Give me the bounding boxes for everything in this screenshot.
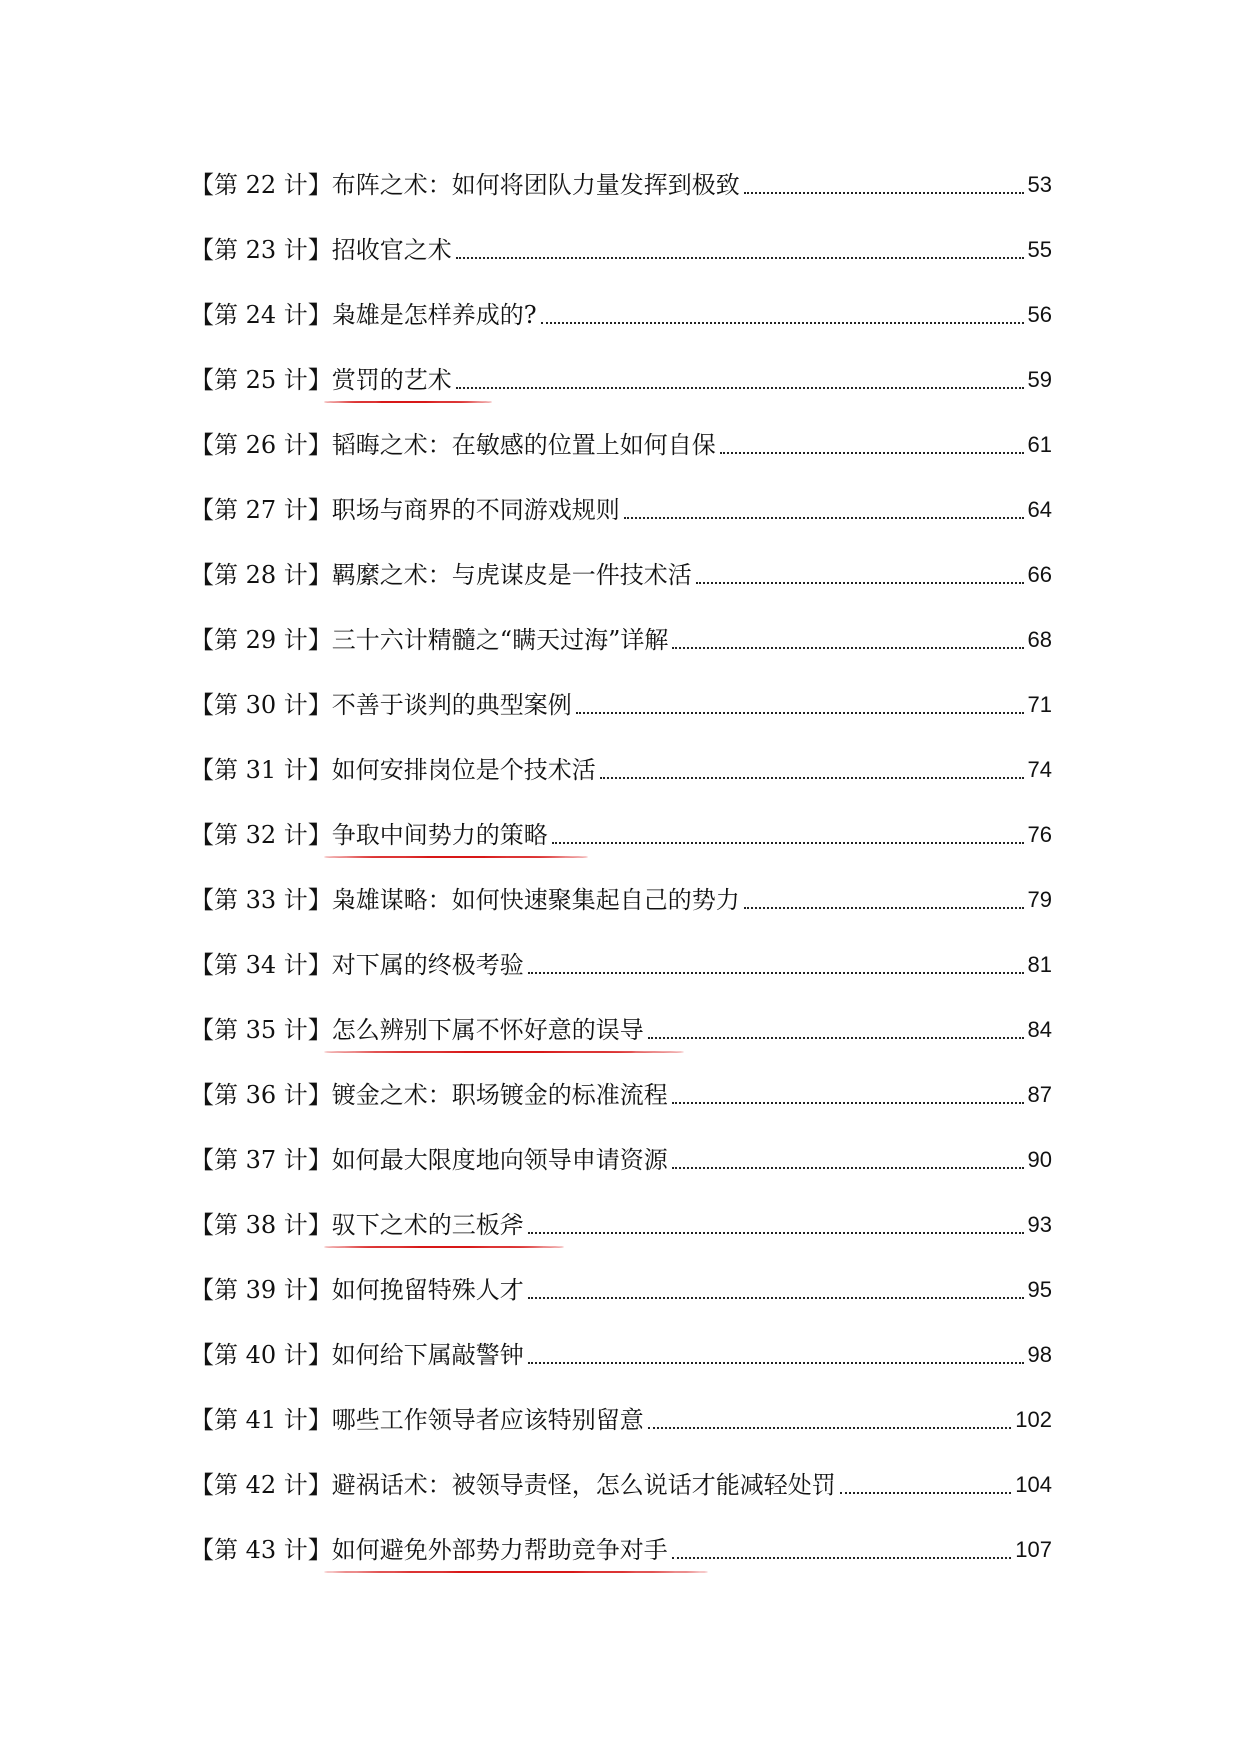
toc-entry-line (190, 1208, 1052, 1242)
toc-entry[interactable] (190, 481, 1052, 546)
toc-entry-page-number: 56 (1027, 302, 1052, 327)
toc-entry-title: 枭雄谋略：如何快速聚集起自己的势力 (331, 886, 740, 914)
toc-entry-line (190, 493, 1052, 527)
toc-entry-page-number: 93 (1027, 1212, 1052, 1237)
toc-entry-title: 如何给下属敲警钟 (331, 1341, 524, 1369)
toc-entry[interactable] (190, 1001, 1052, 1066)
red-handwritten-underline (324, 1246, 564, 1248)
toc-entry[interactable] (190, 741, 1052, 806)
toc-entry-title: 韬晦之术：在敏感的位置上如何自保 (331, 431, 716, 459)
toc-entry-page-number: 66 (1027, 562, 1052, 587)
toc-entry-line (190, 1468, 1052, 1502)
dot-leader (672, 1557, 1011, 1559)
toc-entry-line (190, 1338, 1052, 1372)
dot-leader (744, 907, 1024, 909)
toc-entry-page-number: 102 (1015, 1407, 1052, 1432)
toc-entry-label: 【第 26 计】 (190, 431, 332, 459)
toc-entry-label: 【第 25 计】 (190, 366, 332, 394)
toc-entry-page-number: 59 (1027, 367, 1052, 392)
dot-leader (552, 842, 1024, 844)
dot-leader (696, 582, 1024, 584)
toc-entry[interactable] (190, 1196, 1052, 1261)
dot-leader (672, 1102, 1024, 1104)
table-of-contents (190, 156, 1052, 1586)
toc-entry-label: 【第 41 计】 (190, 1406, 332, 1434)
toc-entry-page-number: 81 (1027, 952, 1052, 977)
toc-entry-page-number: 71 (1027, 692, 1052, 717)
toc-entry-label: 【第 29 计】 (190, 626, 332, 654)
toc-entry-title: 枭雄是怎样养成的? (331, 301, 537, 329)
toc-entry-page-number: 90 (1027, 1147, 1052, 1172)
toc-entry-title: 如何避免外部势力帮助竞争对手 (331, 1536, 668, 1564)
toc-entry-title: 哪些工作领导者应该特别留意 (331, 1406, 644, 1434)
toc-entry-page-number: 95 (1027, 1277, 1052, 1302)
toc-entry-line (190, 948, 1052, 982)
toc-entry-label: 【第 23 计】 (190, 236, 332, 264)
toc-entry-page-number: 87 (1027, 1082, 1052, 1107)
toc-entry-label: 【第 30 计】 (190, 691, 332, 719)
toc-entry-label: 【第 31 计】 (190, 756, 332, 784)
toc-entry-title: 招收官之术 (331, 236, 452, 264)
toc-entry-label: 【第 42 计】 (190, 1471, 332, 1499)
toc-entry-page-number: 76 (1027, 822, 1052, 847)
dot-leader (840, 1492, 1011, 1494)
dot-leader (624, 517, 1024, 519)
toc-entry-page-number: 107 (1015, 1537, 1052, 1562)
dot-leader (528, 972, 1024, 974)
dot-leader (528, 1362, 1024, 1364)
toc-entry-page-number: 104 (1015, 1472, 1052, 1497)
toc-entry-line (190, 1078, 1052, 1112)
toc-entry-label: 【第 24 计】 (190, 301, 332, 329)
toc-entry-title: 镀金之术：职场镀金的标准流程 (331, 1081, 668, 1109)
toc-entry[interactable] (190, 611, 1052, 676)
red-handwritten-underline (324, 1571, 708, 1573)
dot-leader (672, 647, 1023, 649)
toc-entry-label: 【第 22 计】 (190, 171, 332, 199)
toc-entry[interactable] (190, 936, 1052, 1001)
toc-entry-title: 如何最大限度地向领导申请资源 (331, 1146, 668, 1174)
toc-entry[interactable] (190, 1456, 1052, 1521)
toc-entry[interactable] (190, 1131, 1052, 1196)
toc-entry-page-number: 61 (1027, 432, 1052, 457)
toc-entry-page-number: 68 (1027, 627, 1052, 652)
dot-leader (648, 1427, 1011, 1429)
toc-entry-line (190, 298, 1052, 332)
red-handwritten-underline (324, 1051, 684, 1053)
toc-entry-label: 【第 38 计】 (190, 1211, 332, 1239)
toc-entry-title: 争取中间势力的策略 (331, 821, 548, 849)
toc-entry-page-number: 84 (1027, 1017, 1052, 1042)
toc-entry-label: 【第 37 计】 (190, 1146, 332, 1174)
toc-entry[interactable] (190, 156, 1052, 221)
toc-entry-label: 【第 32 计】 (190, 821, 332, 849)
toc-entry-line (190, 1533, 1052, 1567)
toc-entry[interactable] (190, 351, 1052, 416)
toc-entry-title: 怎么辨别下属不怀好意的误导 (331, 1016, 644, 1044)
toc-entry-line (190, 558, 1052, 592)
toc-entry-label: 【第 43 计】 (190, 1536, 332, 1564)
dot-leader (541, 322, 1024, 324)
toc-entry-page-number: 53 (1027, 172, 1052, 197)
toc-entry[interactable] (190, 1066, 1052, 1131)
toc-entry-title: 驭下之术的三板斧 (331, 1211, 524, 1239)
toc-entry-label: 【第 27 计】 (190, 496, 332, 524)
red-handwritten-underline (324, 856, 588, 858)
toc-entry[interactable] (190, 221, 1052, 286)
toc-entry[interactable] (190, 546, 1052, 611)
toc-entry-line (190, 233, 1052, 267)
toc-entry-line (190, 168, 1052, 202)
toc-entry-title: 羁縻之术：与虎谋皮是一件技术活 (331, 561, 692, 589)
toc-entry[interactable] (190, 1391, 1052, 1456)
toc-entry-line (190, 363, 1052, 397)
toc-entry-page-number: 55 (1027, 237, 1052, 262)
dot-leader (576, 712, 1024, 714)
toc-entry-label: 【第 39 计】 (190, 1276, 332, 1304)
toc-entry[interactable] (190, 806, 1052, 871)
toc-entry-page-number: 98 (1027, 1342, 1052, 1367)
toc-entry-line (190, 1143, 1052, 1177)
toc-entry[interactable] (190, 1261, 1052, 1326)
dot-leader (648, 1037, 1024, 1039)
toc-entry-title: 如何挽留特殊人才 (331, 1276, 524, 1304)
toc-entry-label: 【第 34 计】 (190, 951, 332, 979)
toc-entry[interactable] (190, 1326, 1052, 1391)
toc-entry-title: 赏罚的艺术 (331, 366, 452, 394)
dot-leader (744, 192, 1024, 194)
toc-entry-line (190, 623, 1052, 657)
toc-entry-label: 【第 35 计】 (190, 1016, 332, 1044)
toc-entry-line (190, 753, 1052, 787)
toc-entry[interactable] (190, 1521, 1052, 1586)
toc-entry-title: 如何安排岗位是个技术活 (331, 756, 596, 784)
toc-entry[interactable] (190, 286, 1052, 351)
toc-entry[interactable] (190, 416, 1052, 481)
toc-entry-title: 职场与商界的不同游戏规则 (331, 496, 620, 524)
toc-entry-line (190, 688, 1052, 722)
dot-leader (528, 1232, 1024, 1234)
toc-entry-title: 布阵之术：如何将团队力量发挥到极致 (331, 171, 740, 199)
toc-entry-page-number: 79 (1027, 887, 1052, 912)
toc-entry-label: 【第 28 计】 (190, 561, 332, 589)
dot-leader (528, 1297, 1024, 1299)
toc-entry-line (190, 1403, 1052, 1437)
toc-entry-label: 【第 36 计】 (190, 1081, 332, 1109)
toc-entry-line (190, 428, 1052, 462)
toc-entry-line (190, 818, 1052, 852)
toc-entry-line (190, 1013, 1052, 1047)
toc-entry-title: 不善于谈判的典型案例 (331, 691, 572, 719)
toc-entry-label: 【第 40 计】 (190, 1341, 332, 1369)
dot-leader (672, 1167, 1024, 1169)
toc-entry-label: 【第 33 计】 (190, 886, 332, 914)
red-handwritten-underline (324, 401, 492, 403)
toc-entry-line (190, 1273, 1052, 1307)
dot-leader (720, 452, 1024, 454)
toc-entry-page-number: 74 (1027, 757, 1052, 782)
toc-entry-title: 对下属的终极考验 (331, 951, 524, 979)
dot-leader (456, 257, 1024, 259)
dot-leader (600, 777, 1024, 779)
toc-entry-title: 三十六计精髓之“瞒天过海”详解 (331, 626, 669, 654)
toc-entry-page-number: 64 (1027, 497, 1052, 522)
toc-entry[interactable] (190, 676, 1052, 741)
toc-entry[interactable] (190, 871, 1052, 936)
toc-entry-line (190, 883, 1052, 917)
toc-entry-title: 避祸话术：被领导责怪，怎么说话才能减轻处罚 (331, 1471, 836, 1499)
dot-leader (456, 387, 1024, 389)
